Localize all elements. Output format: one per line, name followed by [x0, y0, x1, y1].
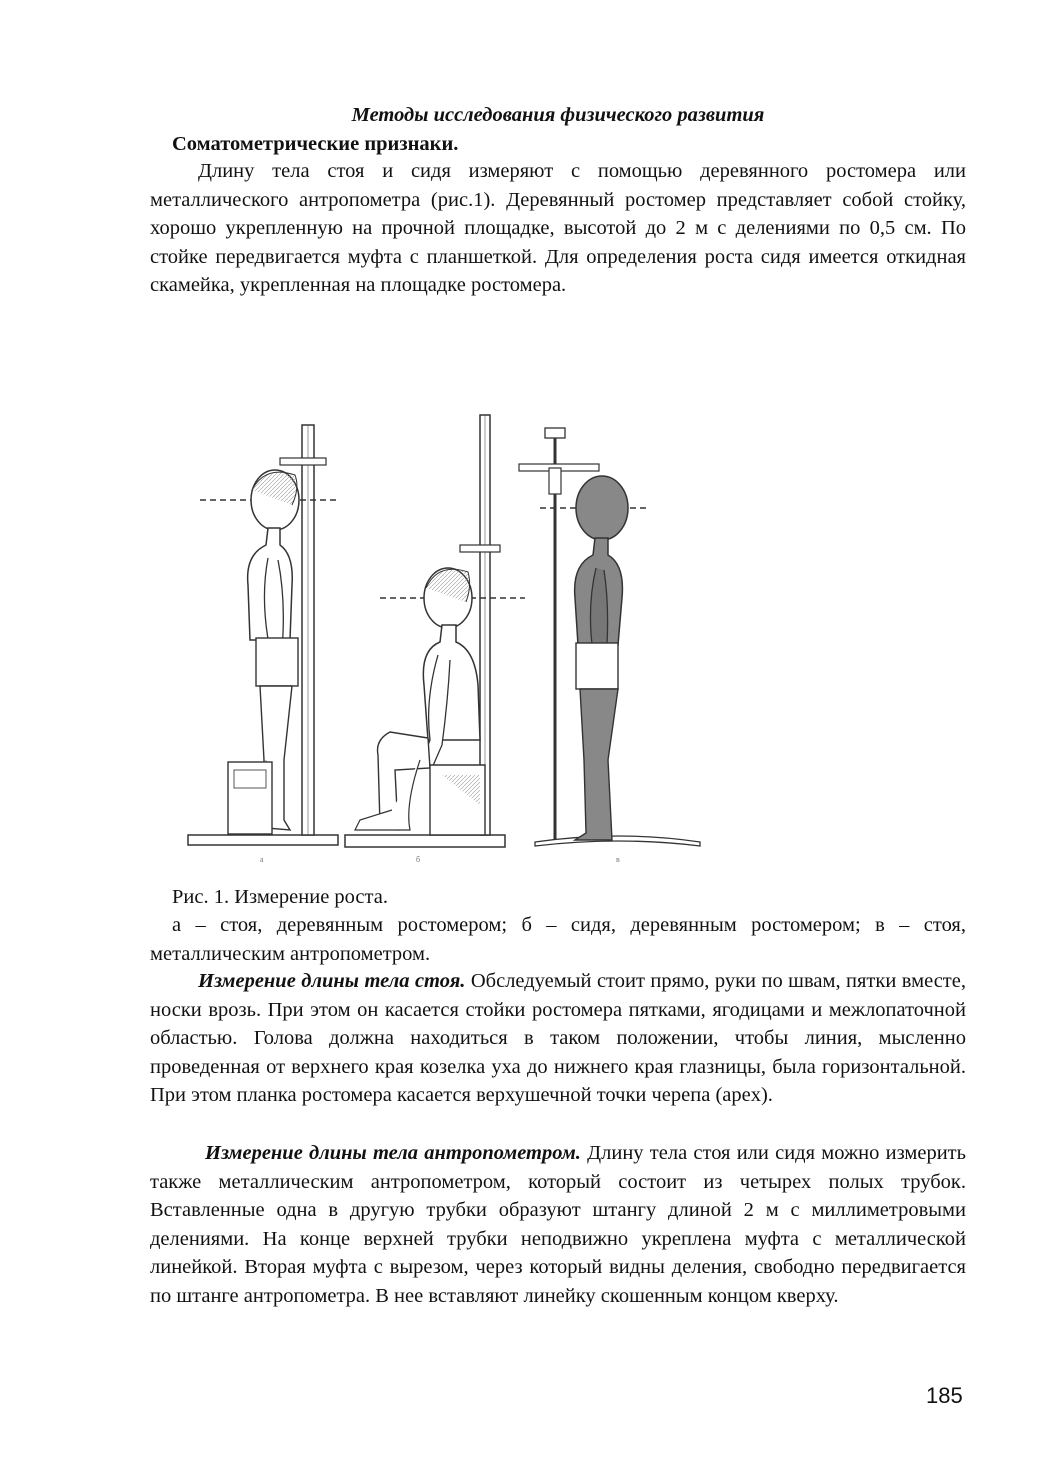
figure-caption: Рис. 1. Измерение роста.: [172, 886, 388, 908]
paragraph-standing-measurement: [150, 967, 966, 1110]
paragraph-anthropometer: [150, 1139, 966, 1311]
page-number: 185: [926, 1383, 963, 1408]
figure-c-standing-anthropometer: [519, 428, 700, 864]
paragraph-anthropometer-heading: Измерение длины тела антропометром.: [205, 1142, 581, 1164]
figure-b-sitting-wooden: [345, 415, 525, 864]
figure-label-a: а: [260, 855, 264, 864]
height-measurement-figure: [180, 410, 850, 880]
page-title: Методы исследования физического развития: [351, 104, 765, 126]
paragraph-standing-text: Обследуемый стоит прямо, руки по швам, пятки вместе, носки врозь. При этом он касается стойки ростомера пятками, ягодицами и межлопаточной областью. Голова должна находиться в таком положении, чтобы линия, мысленно проведенная от верхнего края козелка уха до нижнего края глазницы, была горизонтальной. При этом планка ростомера касается верхушечной точки черепа (apex).: [150, 970, 966, 1107]
figure-label-b: б: [416, 855, 421, 864]
paragraph-standing-heading: Измерение длины тела стоя.: [198, 970, 466, 992]
intro-paragraph: Длину тела стоя и сидя измеряют с помощью деревянного ростомера или металлического антропометра (рис.1). Деревянный ростомер представляет собой стойку, хорошо укрепленную на прочной площадке, высотой до 2 м с делениями по 0,5 см. По стойке передвигается муфта с планшеткой. Для определения роста сидя имеется откидная скамейка, укрепленная на площадке ростомера.: [150, 160, 966, 297]
figure-legend: а – стоя, деревянным ростомером; б – сидя, деревянным ростомером; в – стоя, металлическим антропометром.: [150, 914, 966, 965]
paragraph-anthropometer-text: Длину тела стоя или сидя можно измерить также металлическим антропометром, который состоит из четырех полых трубок. Вставленные одна в другую трубки образуют штангу длиной 2 м с миллиметровыми делениями. На конце верхней трубки неподвижно укреплена муфта с металлической линейкой. Вторая муфта с вырезом, через который видны деления, свободно передвигается по штанге антропометра. В нее вставляют линейку скошенным концом кверху.: [150, 1142, 966, 1307]
figure-a-standing-wooden: [188, 425, 338, 864]
figure-label-c: в: [616, 855, 620, 864]
section-heading: Соматометрические признаки.: [172, 133, 459, 155]
